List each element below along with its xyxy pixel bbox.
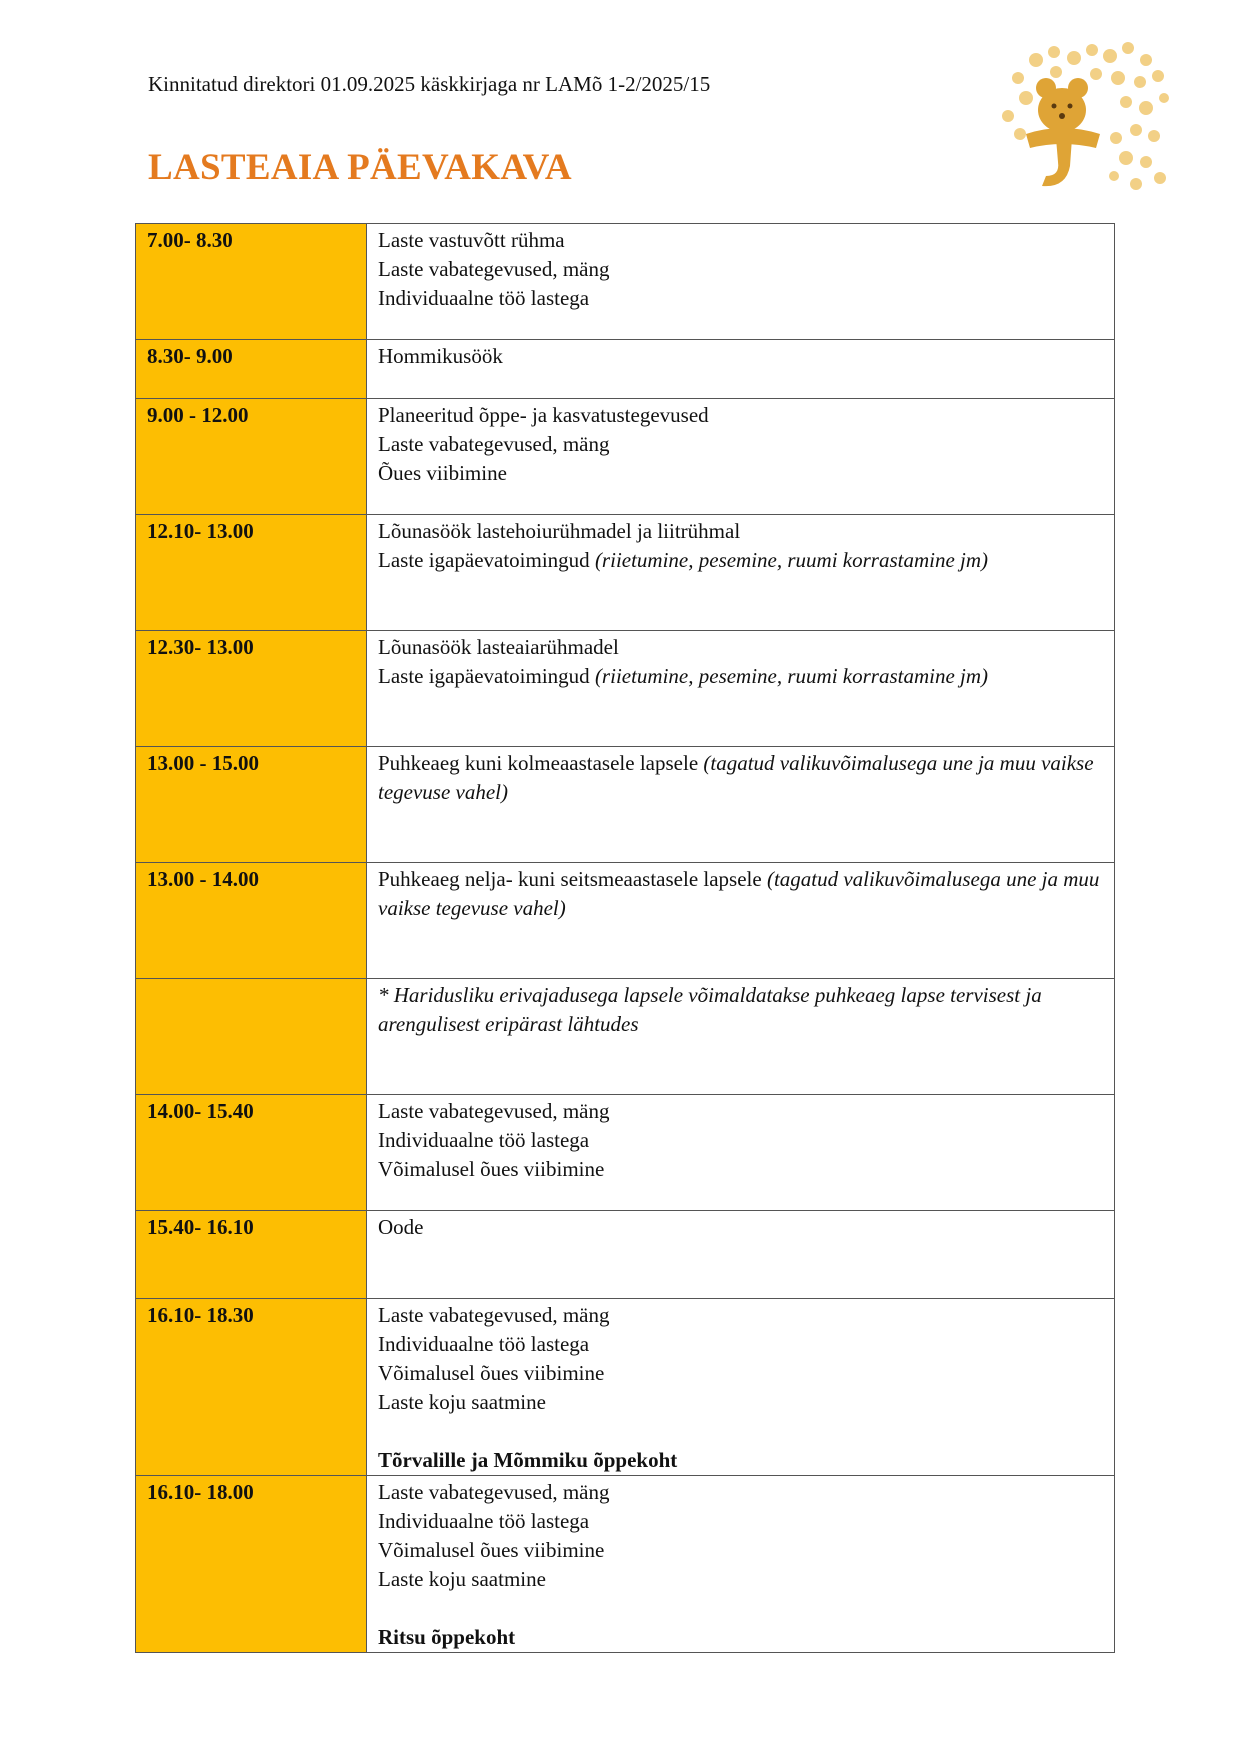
activity-text: Puhkeaeg nelja- kuni seitsmeaastasele lapsele [378, 867, 762, 891]
activity-line: Hommikusöök [378, 344, 503, 368]
activity-line: Lõunasöök lastehoiurühmadel ja liitrühmal [378, 519, 741, 543]
activity-line: Laste vabategevused, mäng [378, 432, 610, 456]
activity-note: (tagatud valikuvõimalusega une ja muu vaikse tegevuse vahel) [378, 751, 1094, 804]
schedule-row [136, 1211, 1115, 1299]
activity-note: (tagatud valikuvõimalusega une ja muu vaikse tegevuse vahel) [378, 867, 1100, 920]
location-label: Tõrvalille ja Mõmmiku õppekoht [378, 1448, 678, 1472]
activity-cell [367, 1095, 1115, 1211]
activity-cell [367, 1476, 1115, 1653]
location-label: Ritsu õppekoht [378, 1625, 516, 1649]
time-cell: 15.40- 16.10 [136, 1211, 367, 1299]
activity-line: Individuaalne töö lastega [378, 1509, 590, 1533]
activity-cell [367, 747, 1115, 863]
time-cell: 13.00 - 14.00 [136, 863, 367, 979]
activity-cell [367, 1299, 1115, 1476]
time-cell [136, 979, 367, 1095]
activity-line: Laste vabategevused, mäng [378, 257, 610, 281]
schedule-row [136, 1095, 1115, 1211]
activity-line: Laste vabategevused, mäng [378, 1480, 610, 1504]
schedule-row [136, 1476, 1115, 1653]
activity-line: Laste vabategevused, mäng [378, 1303, 610, 1327]
schedule-row [136, 747, 1115, 863]
activity-line: Õues viibimine [378, 461, 507, 485]
time-cell: 9.00 - 12.00 [136, 399, 367, 515]
activity-cell [367, 399, 1115, 515]
activity-text: Laste igapäevatoimingud [378, 548, 590, 572]
activity-line: Laste vabategevused, mäng [378, 1099, 610, 1123]
special-needs-note: * Haridusliku erivajadusega lapsele võimaldatakse puhkeaeg lapse tervisest ja arengulisest eripärast lähtudes [378, 983, 1042, 1036]
kindergarten-logo [996, 38, 1174, 198]
activity-line: Laste koju saatmine [378, 1390, 546, 1414]
activity-line: Oode [378, 1215, 424, 1239]
activity-cell [367, 224, 1115, 340]
time-cell: 16.10- 18.00 [136, 1476, 367, 1653]
schedule-row [136, 863, 1115, 979]
activity-line: Laste vastuvõtt rühma [378, 228, 565, 252]
activity-note: (riietumine, pesemine, ruumi korrastamine jm) [594, 664, 989, 688]
activity-line: Võimalusel õues viibimine [378, 1157, 605, 1181]
time-cell: 13.00 - 15.00 [136, 747, 367, 863]
activity-cell [367, 340, 1115, 399]
time-cell: 14.00- 15.40 [136, 1095, 367, 1211]
schedule-row [136, 340, 1115, 399]
schedule-row [136, 224, 1115, 340]
activity-line: Individuaalne töö lastega [378, 1332, 590, 1356]
activity-cell [367, 863, 1115, 979]
daily-schedule-table [135, 223, 1115, 1653]
time-cell: 8.30- 9.00 [136, 340, 367, 399]
activity-line: Planeeritud õppe- ja kasvatustegevused [378, 403, 709, 427]
activity-line: Lõunasöök lasteaiarühmadel [378, 635, 619, 659]
activity-line: Võimalusel õues viibimine [378, 1538, 605, 1562]
activity-note: (riietumine, pesemine, ruumi korrastamine jm) [594, 548, 989, 572]
schedule-row [136, 515, 1115, 631]
activity-line: Laste koju saatmine [378, 1567, 546, 1591]
schedule-row [136, 631, 1115, 747]
activity-text: Puhkeaeg kuni kolmeaastasele lapsele [378, 751, 699, 775]
approval-note: Kinnitatud direktori 01.09.2025 käskkirjaga nr LAMõ 1-2/2025/15 [148, 72, 711, 96]
activity-line: Võimalusel õues viibimine [378, 1361, 605, 1385]
activity-line: Individuaalne töö lastega [378, 286, 590, 310]
activity-cell [367, 1211, 1115, 1299]
activity-cell [367, 515, 1115, 631]
time-cell: 12.30- 13.00 [136, 631, 367, 747]
time-cell: 12.10- 13.00 [136, 515, 367, 631]
schedule-row [136, 979, 1115, 1095]
time-cell: 7.00- 8.30 [136, 224, 367, 340]
activity-cell [367, 631, 1115, 747]
activity-line: Individuaalne töö lastega [378, 1128, 590, 1152]
schedule-row [136, 1299, 1115, 1476]
page-title: LASTEAIA PÄEVAKAVA [148, 147, 572, 188]
schedule-row [136, 399, 1115, 515]
activity-text: Laste igapäevatoimingud [378, 664, 590, 688]
activity-cell [367, 979, 1115, 1095]
time-cell: 16.10- 18.30 [136, 1299, 367, 1476]
